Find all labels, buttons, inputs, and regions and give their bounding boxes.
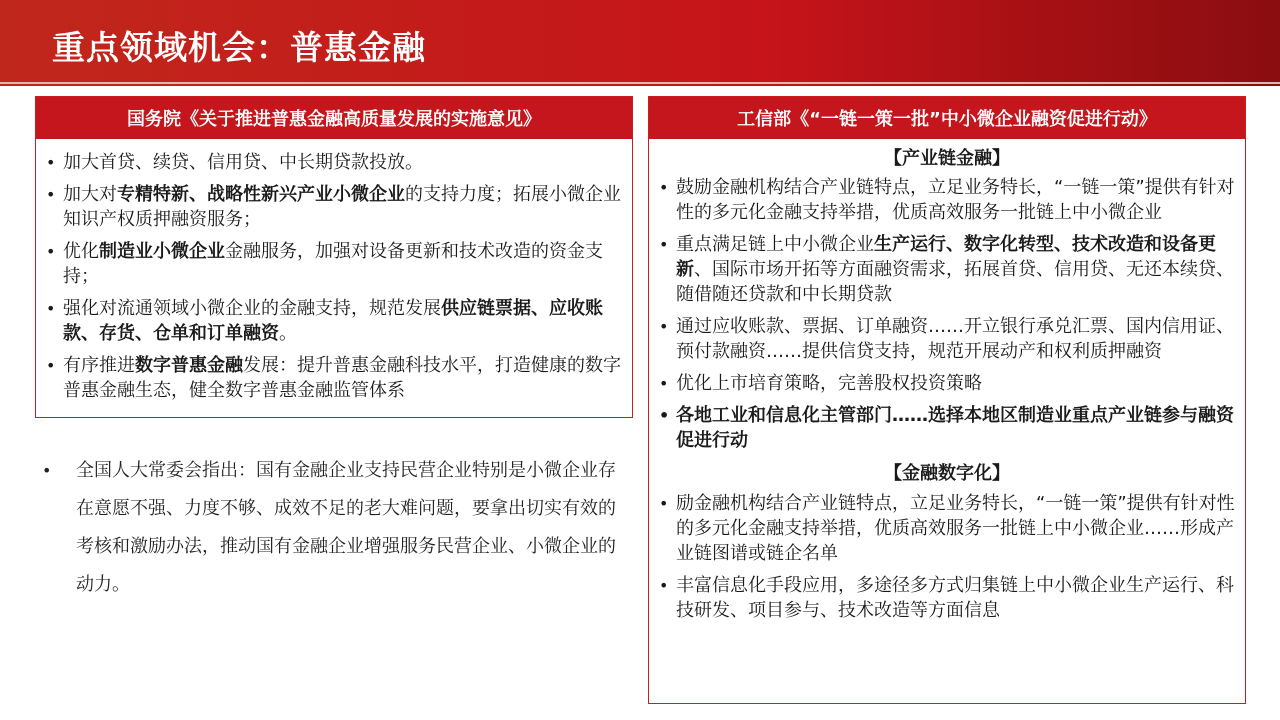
- slide-title: 重点领域机会：普惠金融: [52, 28, 426, 67]
- list-item: • 鼓励金融机构结合产业链特点，立足业务特长，“一链一策”提供有针对性的多元化金融支持举措，优质高效服务一批链上中小微企业: [649, 175, 1245, 225]
- state-council-policy-heading: 国务院《关于推进普惠金融高质量发展的实施意见》: [36, 97, 632, 139]
- section-heading-chain-finance: 【产业链金融】: [884, 148, 1010, 169]
- miit-action-heading: 工信部《“一链一策一批”中小微企业融资促进行动》: [649, 97, 1245, 139]
- list-item: • 励金融机构结合产业链特点，立足业务特长，“一链一策”提供有针对性的多元化金融支持举措，优质高效服务一批链上中小微企业……形成产业链图谱或链企名单: [649, 491, 1245, 566]
- list-item: • 加大首贷、续贷、信用贷、中长期贷款投放。: [36, 150, 632, 175]
- list-item: • 优化制造业小微企业金融服务，加强对设备更新和技术改造的资金支持；: [36, 239, 632, 289]
- section-heading-digital-finance: 【金融数字化】: [884, 463, 1010, 484]
- header-divider: [0, 82, 1280, 84]
- list-item: • 加大对专精特新、战略性新兴产业小微企业的支持力度；拓展小微企业知识产权质押融资服务；: [36, 182, 632, 232]
- list-item: • 优化上市培育策略，完善股权投资策略: [649, 371, 1245, 396]
- list-item: • 有序推进数字普惠金融发展：提升普惠金融科技水平，打造健康的数字普惠金融生态，健全数字普惠金融监管体系: [36, 353, 632, 403]
- state-council-policy-list: [36, 139, 632, 403]
- digital-finance-list: [649, 491, 1245, 623]
- list-item: • 强化对流通领域小微企业的金融支持，规范发展供应链票据、应收账款、存货、仓单和订单融资。: [36, 296, 632, 346]
- npc-note-text: • 全国人大常委会指出：国有金融企业支持民营企业特别是小微企业存在意愿不强、力度不够、成效不足的老大难问题，要拿出切实有效的考核和激励办法，推动国有金融企业增强服务民营企业、小微企业的动力。: [38, 452, 618, 604]
- list-item: • 丰富信息化手段应用，多途径多方式归集链上中小微企业生产运行、科技研发、项目参与、技术改造等方面信息: [649, 573, 1245, 623]
- list-item: • 各地工业和信息化主管部门……选择本地区制造业重点产业链参与融资促进行动: [649, 403, 1245, 453]
- miit-action-box: [648, 96, 1246, 704]
- npc-note: [38, 452, 618, 604]
- list-item: • 通过应收账款、票据、订单融资……开立银行承兑汇票、国内信用证、预付款融资……提供信贷支持，规范开展动产和权利质押融资: [649, 314, 1245, 364]
- list-item: • 重点满足链上中小微企业生产运行、数字化转型、技术改造和设备更新、国际市场开拓等方面融资需求，拓展首贷、信用贷、无还本续贷、随借随还贷款和中长期贷款: [649, 232, 1245, 307]
- state-council-policy-box: [35, 96, 633, 418]
- chain-finance-list: [649, 175, 1245, 453]
